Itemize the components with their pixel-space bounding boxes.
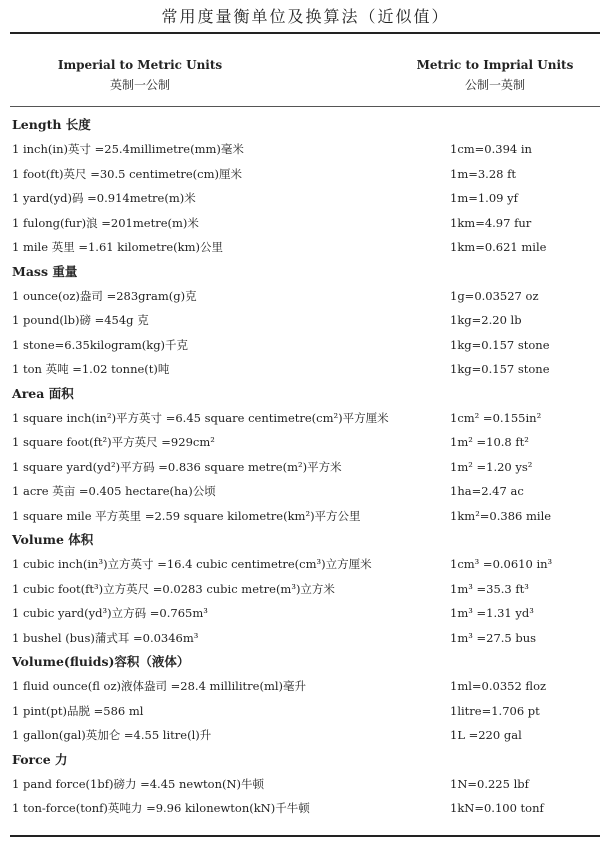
imperial-to-metric-cell: 1 acre 英亩 =0.405 hectare(ha)公顷 (12, 484, 216, 498)
metric-to-imperial-cell: 1cm=0.394 in (450, 142, 532, 156)
imperial-to-metric-cell: 1 inch(in)英寸 =25.4millimetre(mm)毫米 (12, 142, 244, 156)
table-row (12, 701, 602, 726)
section-title: Area 面积 (12, 385, 74, 401)
metric-to-imperial-cell: 1g=0.03527 oz (450, 288, 539, 303)
metric-to-imperial-cell: 1m² =1.20 ys² (450, 459, 533, 474)
metric-to-imperial-cell: 1cm² =0.155in² (450, 410, 542, 425)
table-row (12, 408, 602, 433)
imperial-to-metric-cell: 1 fulong(fur)浪 =201metre(m)米 (12, 215, 199, 230)
metric-to-imperial-cell: 1cm³ =0.0610 in³ (450, 557, 553, 571)
metric-to-imperial-cell: 1km=4.97 fur (450, 215, 532, 230)
section-title: Mass 重量 (12, 263, 78, 279)
imperial-to-metric-cell: 1 yard(yd)码 =0.914metre(m)米 (12, 191, 196, 205)
table-row (12, 457, 602, 482)
metric-to-imperial-cell: 1km=0.621 mile (450, 240, 547, 254)
table-row (12, 579, 602, 604)
table-row (12, 725, 602, 750)
bottom-rule (10, 835, 600, 837)
imperial-to-metric-cell: 1 cubic inch(in³)立方英寸 =16.4 cubic centimetre(cm³)立方厘米 (12, 557, 372, 571)
table-row (12, 676, 602, 701)
table-row (12, 237, 602, 262)
imperial-to-metric-cell: 1 bushel (bus)蒲式耳 =0.0346m³ (12, 630, 199, 645)
imperial-to-metric-cell: 1 ton 英吨 =1.02 tonne(t)吨 (12, 362, 170, 376)
table-row (12, 481, 602, 506)
metric-to-imperial-cell: 1N=0.225 lbf (450, 776, 529, 791)
metric-to-imperial-cell: 1m³ =35.3 ft³ (450, 581, 529, 596)
imperial-to-metric-cell: 1 gallon(gal)英加仑 =4.55 litre(l)升 (12, 728, 212, 742)
metric-to-imperial-cell: 1m³ =27.5 bus (450, 630, 537, 645)
section-title: Force 力 (12, 751, 68, 767)
imperial-to-metric-cell: 1 pint(pt)品脱 =586 ml (12, 703, 144, 718)
table-row (12, 164, 602, 189)
metric-to-imperial-cell: 1L =220 gal (450, 728, 522, 742)
metric-to-imperial-cell: 1km²=0.386 mile (450, 508, 552, 523)
table-row (12, 335, 602, 360)
imperial-to-metric-cell: 1 mile 英里 =1.61 kilometre(km)公里 (12, 240, 223, 254)
header-left-en: Imperial to Metric Units (57, 58, 223, 72)
table-row (12, 310, 602, 335)
imperial-to-metric-cell: 1 pound(lb)磅 =454g 克 (12, 313, 149, 327)
imperial-to-metric-cell: 1 cubic yard(yd³)立方码 =0.765m³ (12, 606, 208, 620)
table-row (12, 139, 602, 164)
imperial-to-metric-cell: 1 cubic foot(ft³)立方英尺 =0.0283 cubic metre(m³)立方米 (12, 581, 335, 596)
metric-to-imperial-cell: 1kg=0.157 stone (450, 337, 550, 352)
table-row (12, 628, 602, 653)
imperial-to-metric-cell: 1 square inch(in²)平方英寸 =6.45 square centimetre(cm²)平方厘米 (12, 410, 389, 425)
header-right-zh: 公制一英制 (464, 78, 525, 92)
table-row (12, 506, 602, 531)
metric-to-imperial-cell: 1kg=2.20 lb (450, 313, 522, 327)
header-left-zh: 英制一公制 (109, 78, 170, 92)
imperial-to-metric-cell: 1 ounce(oz)盎司 =283gram(g)克 (12, 288, 197, 303)
imperial-to-metric-cell: 1 square foot(ft²)平方英尺 =929cm² (12, 435, 215, 449)
section-title: Length 长度 (12, 117, 91, 132)
metric-to-imperial-cell: 1m² =10.8 ft² (450, 435, 529, 449)
imperial-to-metric-cell: 1 square yard(yd²)平方码 =0.836 square metre(m²)平方米 (12, 459, 342, 474)
table-row (12, 774, 602, 799)
top-rule (10, 32, 600, 34)
imperial-to-metric-cell: 1 square mile 平方英里 =2.59 square kilometre(km²)平方公里 (12, 508, 361, 523)
header-rule (10, 106, 600, 107)
metric-to-imperial-cell: 1ha=2.47 ac (450, 484, 524, 498)
table-row (12, 213, 602, 238)
table-row (12, 603, 602, 628)
metric-to-imperial-cell: 1m=1.09 yf (450, 191, 518, 205)
table-row (12, 432, 602, 457)
imperial-to-metric-cell: 1 ton-force(tonf)英吨力 =9.96 kilonewton(kN)千牛顿 (12, 801, 310, 815)
metric-to-imperial-cell: 1m³ =1.31 yd³ (450, 606, 534, 620)
page-title: 常用度量衡单位及换算法（近似值） (161, 7, 450, 26)
imperial-to-metric-cell: 1 foot(ft)英尺 =30.5 centimetre(cm)厘米 (12, 166, 243, 181)
metric-to-imperial-cell: 1kg=0.157 stone (450, 362, 550, 376)
header-left (40, 55, 240, 95)
metric-to-imperial-cell: 1ml=0.0352 floz (450, 679, 547, 693)
table-row (12, 554, 602, 579)
header-right-en: Metric to Imprial Units (416, 58, 574, 72)
section-title: Volume 体积 (12, 532, 94, 547)
table-row (12, 798, 602, 823)
metric-to-imperial-cell: 1kN=0.100 tonf (450, 801, 544, 815)
imperial-to-metric-cell: 1 pand force(1bf)磅力 =4.45 newton(N)牛顿 (12, 776, 265, 791)
table-row (12, 286, 602, 311)
table-row (12, 188, 602, 213)
metric-to-imperial-cell: 1m=3.28 ft (450, 166, 516, 181)
imperial-to-metric-cell: 1 fluid ounce(fl oz)液体盎司 =28.4 millilitre(ml)毫升 (12, 679, 307, 693)
metric-to-imperial-cell: 1litre=1.706 pt (450, 703, 540, 718)
section-title: Volume(fluids)容积（液体） (12, 654, 190, 669)
imperial-to-metric-cell: 1 stone=6.35kilogram(kg)千克 (12, 337, 189, 352)
header-right (395, 55, 595, 95)
conversion-table (12, 115, 602, 823)
table-row (12, 359, 602, 384)
